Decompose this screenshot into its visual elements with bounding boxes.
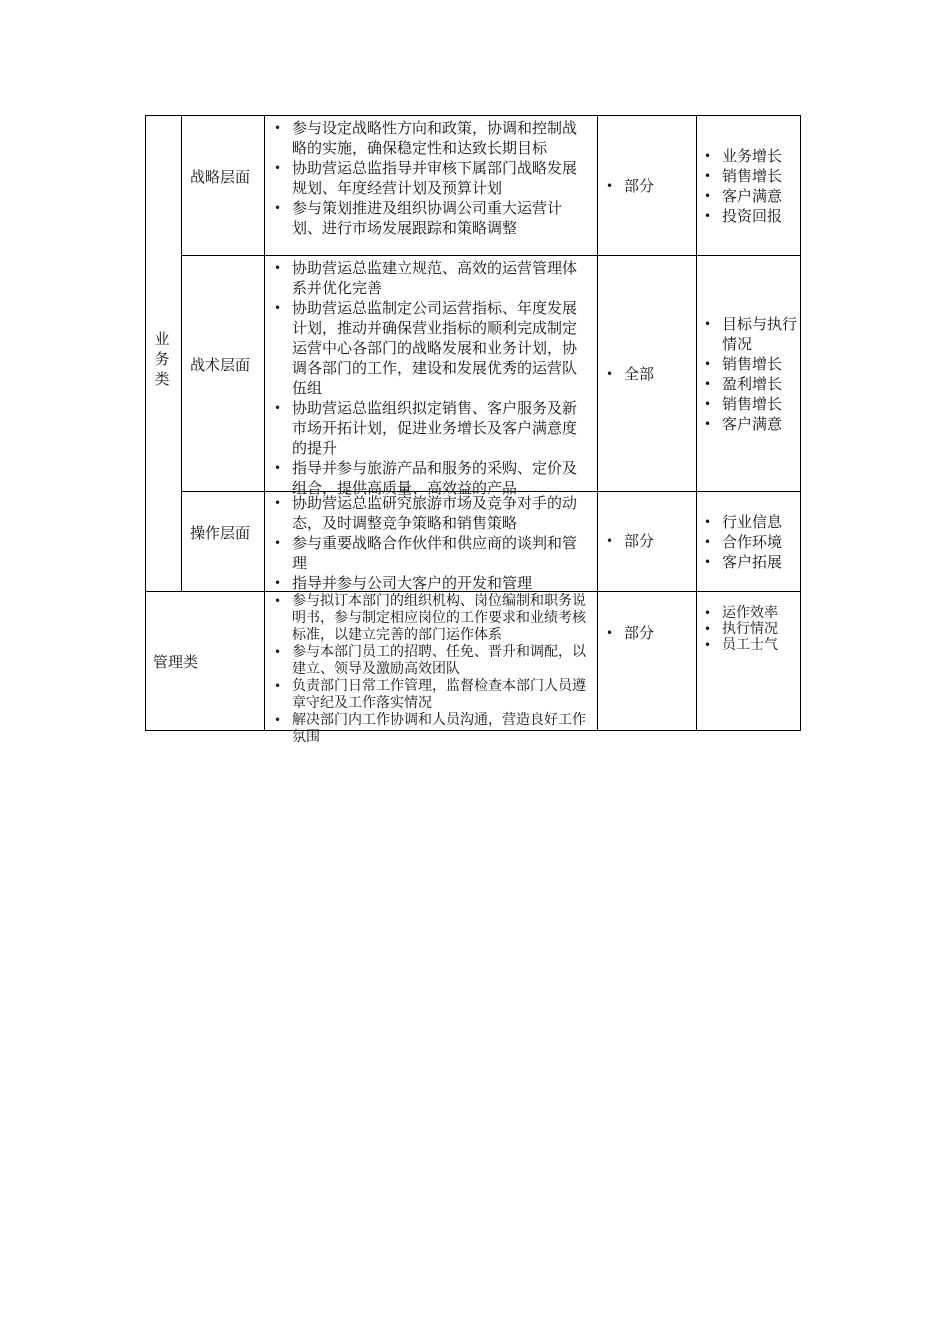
duty-item: • 协助营运总监组织拟定销售、客户服务及新市场开拓计划，促进业务增长及客户满意度的提升 [270, 398, 590, 458]
scope-value: • 全部 [602, 364, 692, 384]
duty-list-management [270, 593, 590, 746]
scope-operational [602, 531, 692, 551]
indicator-item: • 盈利增长 [700, 374, 798, 394]
duty-item: • 协助营运总监制定公司运营指标、年度发展计划，推动并确保营业指标的顺利完成制定运营中心各部门的战略发展和业务计划，协调各部门的工作，建设和发展优秀的运营队伍组 [270, 298, 590, 398]
indicator-item: • 合作环境 [700, 532, 798, 552]
duty-item: • 参与设定战略性方向和政策，协调和控制战略的实施，确保稳定性和达致长期目标 [270, 118, 590, 158]
scope-value: • 部分 [602, 176, 692, 196]
indicator-item: • 销售增长 [700, 394, 798, 414]
indicator-item: • 行业信息 [700, 512, 798, 532]
level-label-strategic: 战略层面 [190, 168, 251, 186]
indicator-item: • 执行情况 [700, 621, 798, 637]
indicator-item: • 投资回报 [700, 206, 798, 226]
management-category-label: 管理类 [153, 653, 199, 671]
scope-value: • 部分 [602, 531, 692, 551]
level-label-tactical: 战术层面 [190, 356, 251, 374]
duty-item: • 参与策划推进及组织协调公司重大运营计划、进行市场发展跟踪和策略调整 [270, 198, 590, 238]
scope-tactical [602, 364, 692, 384]
duty-item: • 参与重要战略合作伙伴和供应商的谈判和管理 [270, 533, 590, 573]
level-label-operational: 操作层面 [190, 524, 251, 542]
indicator-item: • 员工士气 [700, 637, 798, 653]
indicator-item: • 客户拓展 [700, 552, 798, 572]
duty-item: • 解决部门内工作协调和人员沟通，营造良好工作氛围 [270, 712, 590, 746]
indicator-item: • 目标与执行情况 [700, 314, 798, 354]
indicator-list-strategic [700, 146, 798, 226]
duty-item: • 参与本部门员工的招聘、任免、晋升和调配，以建立、领导及激励高效团队 [270, 644, 590, 678]
duty-list-tactical [270, 258, 590, 498]
scope-value: • 部分 [602, 623, 692, 643]
duty-item: • 参与拟订本部门的组织机构、岗位编制和职务说明书，参与制定相应岗位的工作要求和业绩考核标准，以建立完善的部门运作体系 [270, 593, 590, 644]
indicator-list-operational [700, 512, 798, 572]
indicator-item: • 运作效率 [700, 605, 798, 621]
scope-management [602, 623, 692, 643]
duty-item: • 负责部门日常工作管理，监督检查本部门人员遵章守纪及工作落实情况 [270, 678, 590, 712]
duty-item: • 协助营运总监指导并审核下属部门战略发展规划、年度经营计划及预算计划 [270, 158, 590, 198]
duty-item: • 指导并参与旅游产品和服务的采购、定价及组合，提供高质量、高效益的产品 [270, 458, 590, 498]
duty-item: • 指导并参与公司大客户的开发和管理 [270, 573, 590, 593]
scope-strategic [602, 176, 692, 196]
indicator-list-tactical [700, 314, 798, 434]
indicator-list-management [700, 605, 798, 653]
duty-item: • 协助营运总监建立规范、高效的运营管理体系并优化完善 [270, 258, 590, 298]
duty-list-operational [270, 493, 590, 593]
indicator-item: • 销售增长 [700, 354, 798, 374]
indicator-item: • 客户满意 [700, 186, 798, 206]
business-category-label: 业 务 类 [154, 330, 170, 388]
duty-list-strategic [270, 118, 590, 238]
indicator-item: • 销售增长 [700, 166, 798, 186]
indicator-item: • 客户满意 [700, 414, 798, 434]
indicator-item: • 业务增长 [700, 146, 798, 166]
duty-item: • 协助营运总监研究旅游市场及竞争对手的动态，及时调整竞争策略和销售策略 [270, 493, 590, 533]
